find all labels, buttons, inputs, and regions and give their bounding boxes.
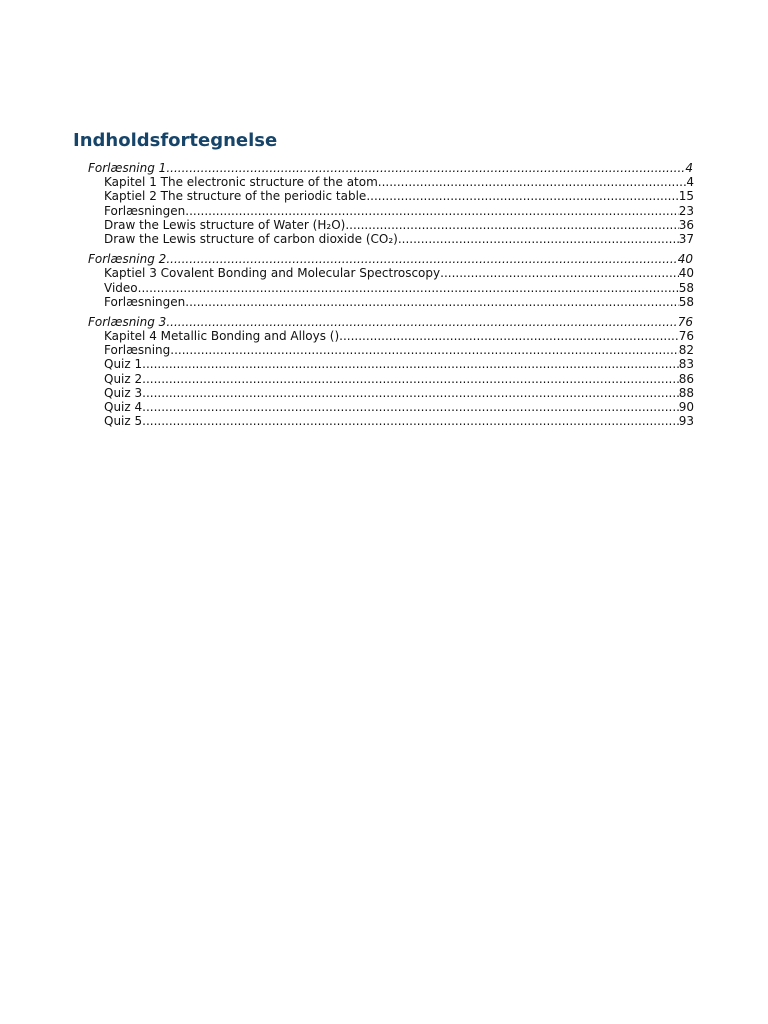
toc-entry-forlaesning-1[interactable] [88,161,693,175]
dot-leader [366,189,678,203]
dot-leader [185,295,678,309]
toc-entry-title: Draw the Lewis structure of carbon dioxide (CO₂) [104,231,398,246]
toc-entry-page: 93 [678,414,694,429]
toc-entry-page: 58 [678,280,694,295]
toc-entry-page: 88 [678,385,694,400]
toc-entry-video[interactable] [104,281,694,295]
toc-entry-page: 4 [685,161,693,175]
dot-leader [166,161,685,175]
toc-entry-page: 76 [677,314,693,329]
dot-leader [142,400,679,414]
toc-entry-title: Forlæsning 1 [88,161,167,175]
dot-leader [142,357,679,371]
toc-entry-page: 40 [677,252,693,267]
toc-entry-kaptiel-3[interactable] [104,266,694,280]
dot-leader [166,252,677,266]
toc-entry-title: Forlæsning 2 [88,252,167,267]
toc-entry-lewis-co2[interactable] [104,232,694,246]
toc-entry-page: 83 [678,357,694,372]
toc-entry-page: 90 [678,400,694,414]
toc-entry-page: 36 [678,217,694,232]
toc-entry-page: 23 [678,203,694,218]
dot-leader [166,315,677,329]
toc-entry-forlaesning-2[interactable] [88,252,693,266]
toc-entry-quiz-2[interactable] [104,372,694,386]
table-of-contents [0,161,768,428]
toc-entry-quiz-3[interactable] [104,386,694,400]
toc-entry-page: 76 [678,329,694,344]
toc-entry-page: 37 [678,231,694,246]
toc-entry-page: 86 [678,371,694,386]
toc-entry-title: Quiz 1 [104,357,143,372]
dot-leader [142,414,679,428]
dot-leader [398,232,679,246]
dot-leader [138,281,679,295]
toc-entry-page: 4 [686,175,694,190]
toc-entry-title: Kapitel 4 Metallic Bonding and Alloys () [104,329,340,344]
dot-leader [185,204,678,218]
toc-entry-page: 82 [678,343,694,358]
toc-entry-title: Forlæsningen [104,203,186,218]
toc-entry-title: Forlæsningen [104,294,186,309]
dot-leader [339,329,679,343]
toc-entry-lewis-water[interactable] [104,218,694,232]
toc-entry-title: Kaptiel 3 Covalent Bonding and Molecular Spectroscopy [104,266,441,281]
dot-leader [170,343,678,357]
toc-entry-page: 40 [678,266,694,281]
toc-entry-title: Draw the Lewis structure of Water (H₂O) [104,217,346,232]
toc-heading: Indholdsfortegnelse [73,130,278,151]
toc-entry-quiz-5[interactable] [104,414,694,428]
toc-entry-title: Quiz 5 [104,414,143,429]
toc-entry-title: Video [104,280,138,295]
dot-leader [440,266,679,280]
dot-leader [378,175,687,189]
toc-entry-kapitel-1[interactable] [104,175,694,189]
toc-entry-title: Kapitel 1 The electronic structure of the atom [104,175,378,190]
toc-entry-page: 58 [678,294,694,309]
toc-entry-title: Forlæsning 3 [88,314,167,329]
toc-entry-title: Forlæsning [104,343,171,358]
toc-entry-page: 15 [678,189,694,204]
toc-entry-title: Quiz 4 [104,400,143,414]
toc-entry-title: Quiz 3 [104,385,143,400]
toc-entry-kaptiel-2[interactable] [104,189,694,203]
toc-entry-forlaesningen-2[interactable] [104,295,694,309]
toc-entry-quiz-1[interactable] [104,357,694,371]
toc-entry-forlaesning-3[interactable] [88,315,693,329]
toc-entry-forlaesningen-1[interactable] [104,204,694,218]
dot-leader [142,372,679,386]
toc-entry-forlaesning[interactable] [104,343,694,357]
toc-entry-quiz-4[interactable] [104,400,694,414]
dot-leader [142,386,679,400]
toc-entry-kapitel-4[interactable] [104,329,694,343]
toc-entry-title: Quiz 2 [104,371,143,386]
dot-leader [345,218,678,232]
toc-entry-title: Kaptiel 2 The structure of the periodic table [104,189,367,204]
